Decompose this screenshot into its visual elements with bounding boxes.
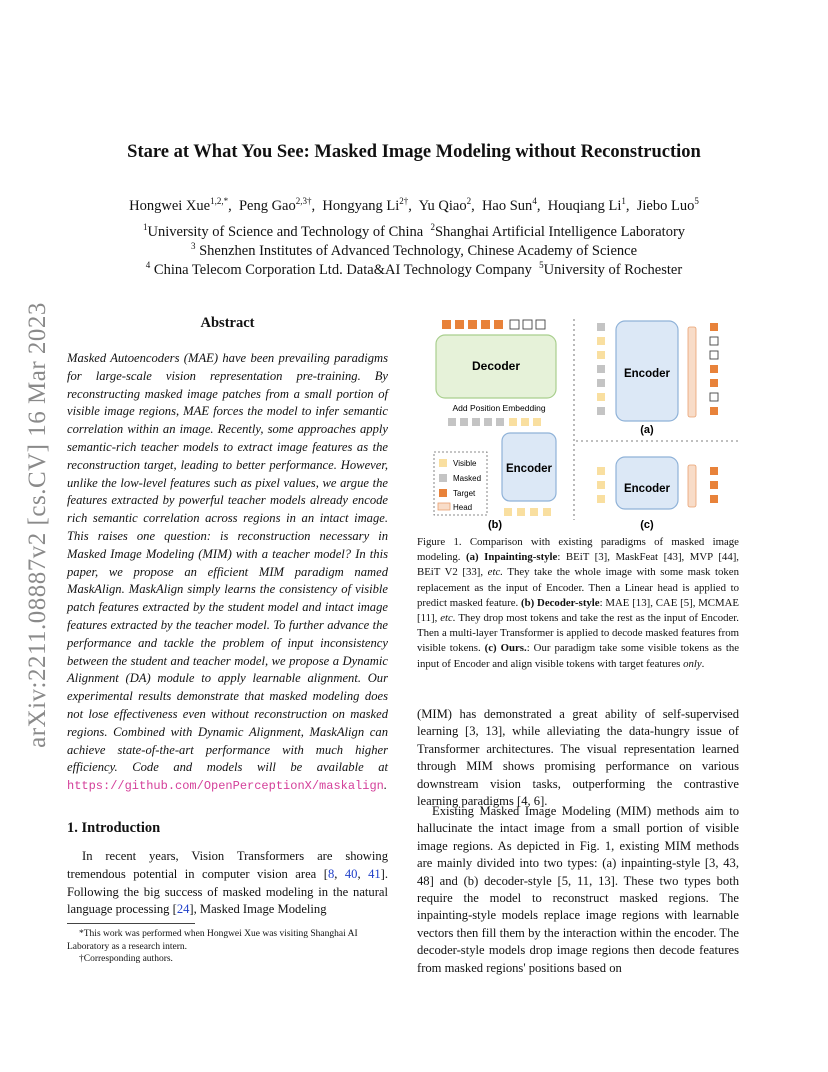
ours-input-tokens (597, 467, 605, 503)
panel-label-a: (a) (640, 424, 654, 436)
section-heading: 1. Introduction (67, 820, 161, 836)
affiliation-line: $^4$ China Telecom Corporation Ltd. Data&AI Technology Company $^5$University of Rochester (145, 260, 683, 278)
figure-caption: Figure 1. Comparison with existing paradigms of masked image modeling. (a) Inpainting-style: BEiT [3], MaskFeat [43], MVP [44], BEiT V2 [33], etc. They take the whole image with some mask token replacement as the input of Encoder. Then a Linear head is applied to predict masked feature. (b) Decoder-style: MAE [13], CAE [5], MCMAE [11], etc. They drop most tokens and take the rest as the input of Encoder. Then a multi-layer Transformer is applied to decode masked features from visible tokens. (c) Ours.: Our paradigm take some visible tokens as the input of Encoder and align visible tokens with target features only. (417, 536, 740, 670)
legend-visible-swatch (439, 459, 447, 467)
legend-visible-label: Visible (453, 459, 477, 468)
author: Hongwei Xue$^{1,2,*}$ (129, 196, 229, 214)
author: Peng Gao$^{2,3\dagger}$ (238, 196, 312, 214)
legend-target-label: Target (453, 489, 476, 498)
inpainting-input-tokens (597, 323, 605, 415)
citation-link[interactable]: 40 (344, 866, 358, 881)
intro-paragraph: In recent years, Vision Transformers are showing tremendous potential in computer vision area [8, 40, 41]. Following the big success of masked modeling in the natural language processing [24], Masked Image Modeling (67, 849, 389, 917)
author: Yu Qiao$^2$ (418, 196, 472, 214)
code-link[interactable]: https://github.com/OpenPerceptionX/maskalign (67, 779, 384, 794)
abstract-heading: Abstract (200, 315, 255, 331)
encoder-label: Encoder (623, 483, 671, 495)
citation-link[interactable]: 41 (368, 866, 381, 881)
abstract-body: Masked Autoencoders (MAE) have been prevailing paradigms for large-scale vision representation pre-training. By reconstructing masked image patches from a small portion of visible image regions, MAE forces the model to infer semantic correlation within an image. Recently, some approaches apply semantic-rich teacher models to extract image features as the reconstruction target, leading to better performance. However, unlike the low-level features such as pixel values, we argue the features extracted by powerful teacher models already encode rich semantic correlation across regions in an intact image. This raises one question: is reconstruction necessary in Masked Image Modeling (MIM) with a teacher model? In this paper, we propose an efficient MIM paradigm named MaskAlign. MaskAlign simply learns the consistency of visible patch features extracted by the student model and intact image features extracted by the teacher model. To further advance the performance and tackle the problem of input inconsistency between the student and teacher model, we propose a Dynamic Alignment (DA) module to apply learnable alignment. Our experimental results demonstrate that masked modeling does not lose effectiveness even without reconstruction on masked regions. Combined with Dynamic Alignment, MaskAlign can achieve state-of-the-art performance with much higher efficiency. Code and models will be available at https://github.com/OpenPerceptionX/maskalign. (67, 351, 388, 794)
legend-masked-label: Masked (453, 474, 482, 483)
citation-link[interactable]: 8 (327, 866, 335, 881)
footnote-rule (67, 923, 195, 924)
legend-masked-swatch (439, 474, 447, 482)
footnote: *This work was performed when Hongwei Xue was visiting Shanghai AI Laboratory as a research intern. (67, 929, 358, 952)
arxiv-sidebar (20, 285, 56, 765)
ours-target-tokens (710, 467, 718, 503)
body-paragraph: (MIM) has demonstrated a great ability of self-supervised learning [3, 13], while alleviating the data-hungry issue of Transformer architectures. The visual representation learned through MIM shows promising performance on various downstream vision tasks, outperforming the contrastive learning paradigms [4, 6]. (417, 707, 739, 809)
panel-label-b: (b) (487, 519, 503, 531)
legend-target-swatch (439, 489, 447, 497)
legend-head-label: Head (453, 503, 473, 512)
author: Jiebo Luo$^5$ (636, 196, 699, 214)
footnote: †Corresponding authors. (79, 954, 173, 964)
encoder-label: Encoder (623, 368, 671, 380)
author: Hongyang $Li^{2\dagger}$ (322, 196, 409, 214)
position-embedding-label: Add Position Embedding (452, 403, 546, 413)
decoder-label: Decoder (471, 359, 521, 373)
affiliation-line: $^3$ Shenzhen Institutes of Advanced Technology, Chinese Academy of Science (190, 241, 638, 259)
panel-label-c: (c) (640, 519, 654, 531)
legend-head-swatch (438, 503, 450, 510)
author: Houqiang Li$^1$ (547, 196, 626, 214)
arxiv-id-text: arXiv:2211.08887v2 [cs.CV] 16 Mar 2023 (24, 302, 51, 748)
decoder-output-tokens (442, 320, 545, 329)
inpainting-output-tokens (710, 323, 718, 415)
author: Hao Sun$^4$ (481, 196, 537, 214)
body-paragraph: Existing Masked Image Modeling (MIM) methods aim to hallucinate the intact image from a small portion of visible image regions. As depicted in Fig. 1, existing MIM methods are mainly divided into two types: (a) inpainting-style [3, 43, 48] and (b) decoder-style [5, 11, 13]. These two types both require the model to reconstruct masked regions. The inpainting-style models replace image regions with learnable vectors then fill them by the interaction within the encoder. The decoder-style models drop image regions then decode features from masked regions' positions based on (417, 804, 739, 975)
linear-head-c (688, 465, 696, 507)
decoder-input-tokens (448, 418, 541, 426)
linear-head-a (688, 327, 696, 417)
paper-title: Stare at What You See: Masked Image Modeling without Reconstruction (127, 142, 701, 162)
affiliation-line: $^1$University of Science and Technology of China $^2$Shanghai Artificial Intelligence Laboratory (142, 222, 686, 240)
encoder-label: Encoder (505, 463, 553, 475)
author-list: Hongwei Xue$^{1,2,*}$, Peng Gao$^{2,3\dagger}$, Hongyang $Li^{2\dagger}$, Yu Qiao$^2$, Hao Sun$^4$, Houqiang Li$^1$, Jiebo Luo$^5$ (129, 196, 699, 214)
encoder-input-tokens-b (504, 508, 551, 516)
figure-1-diagram (420, 315, 742, 533)
citation-link[interactable]: 24 (176, 902, 190, 917)
